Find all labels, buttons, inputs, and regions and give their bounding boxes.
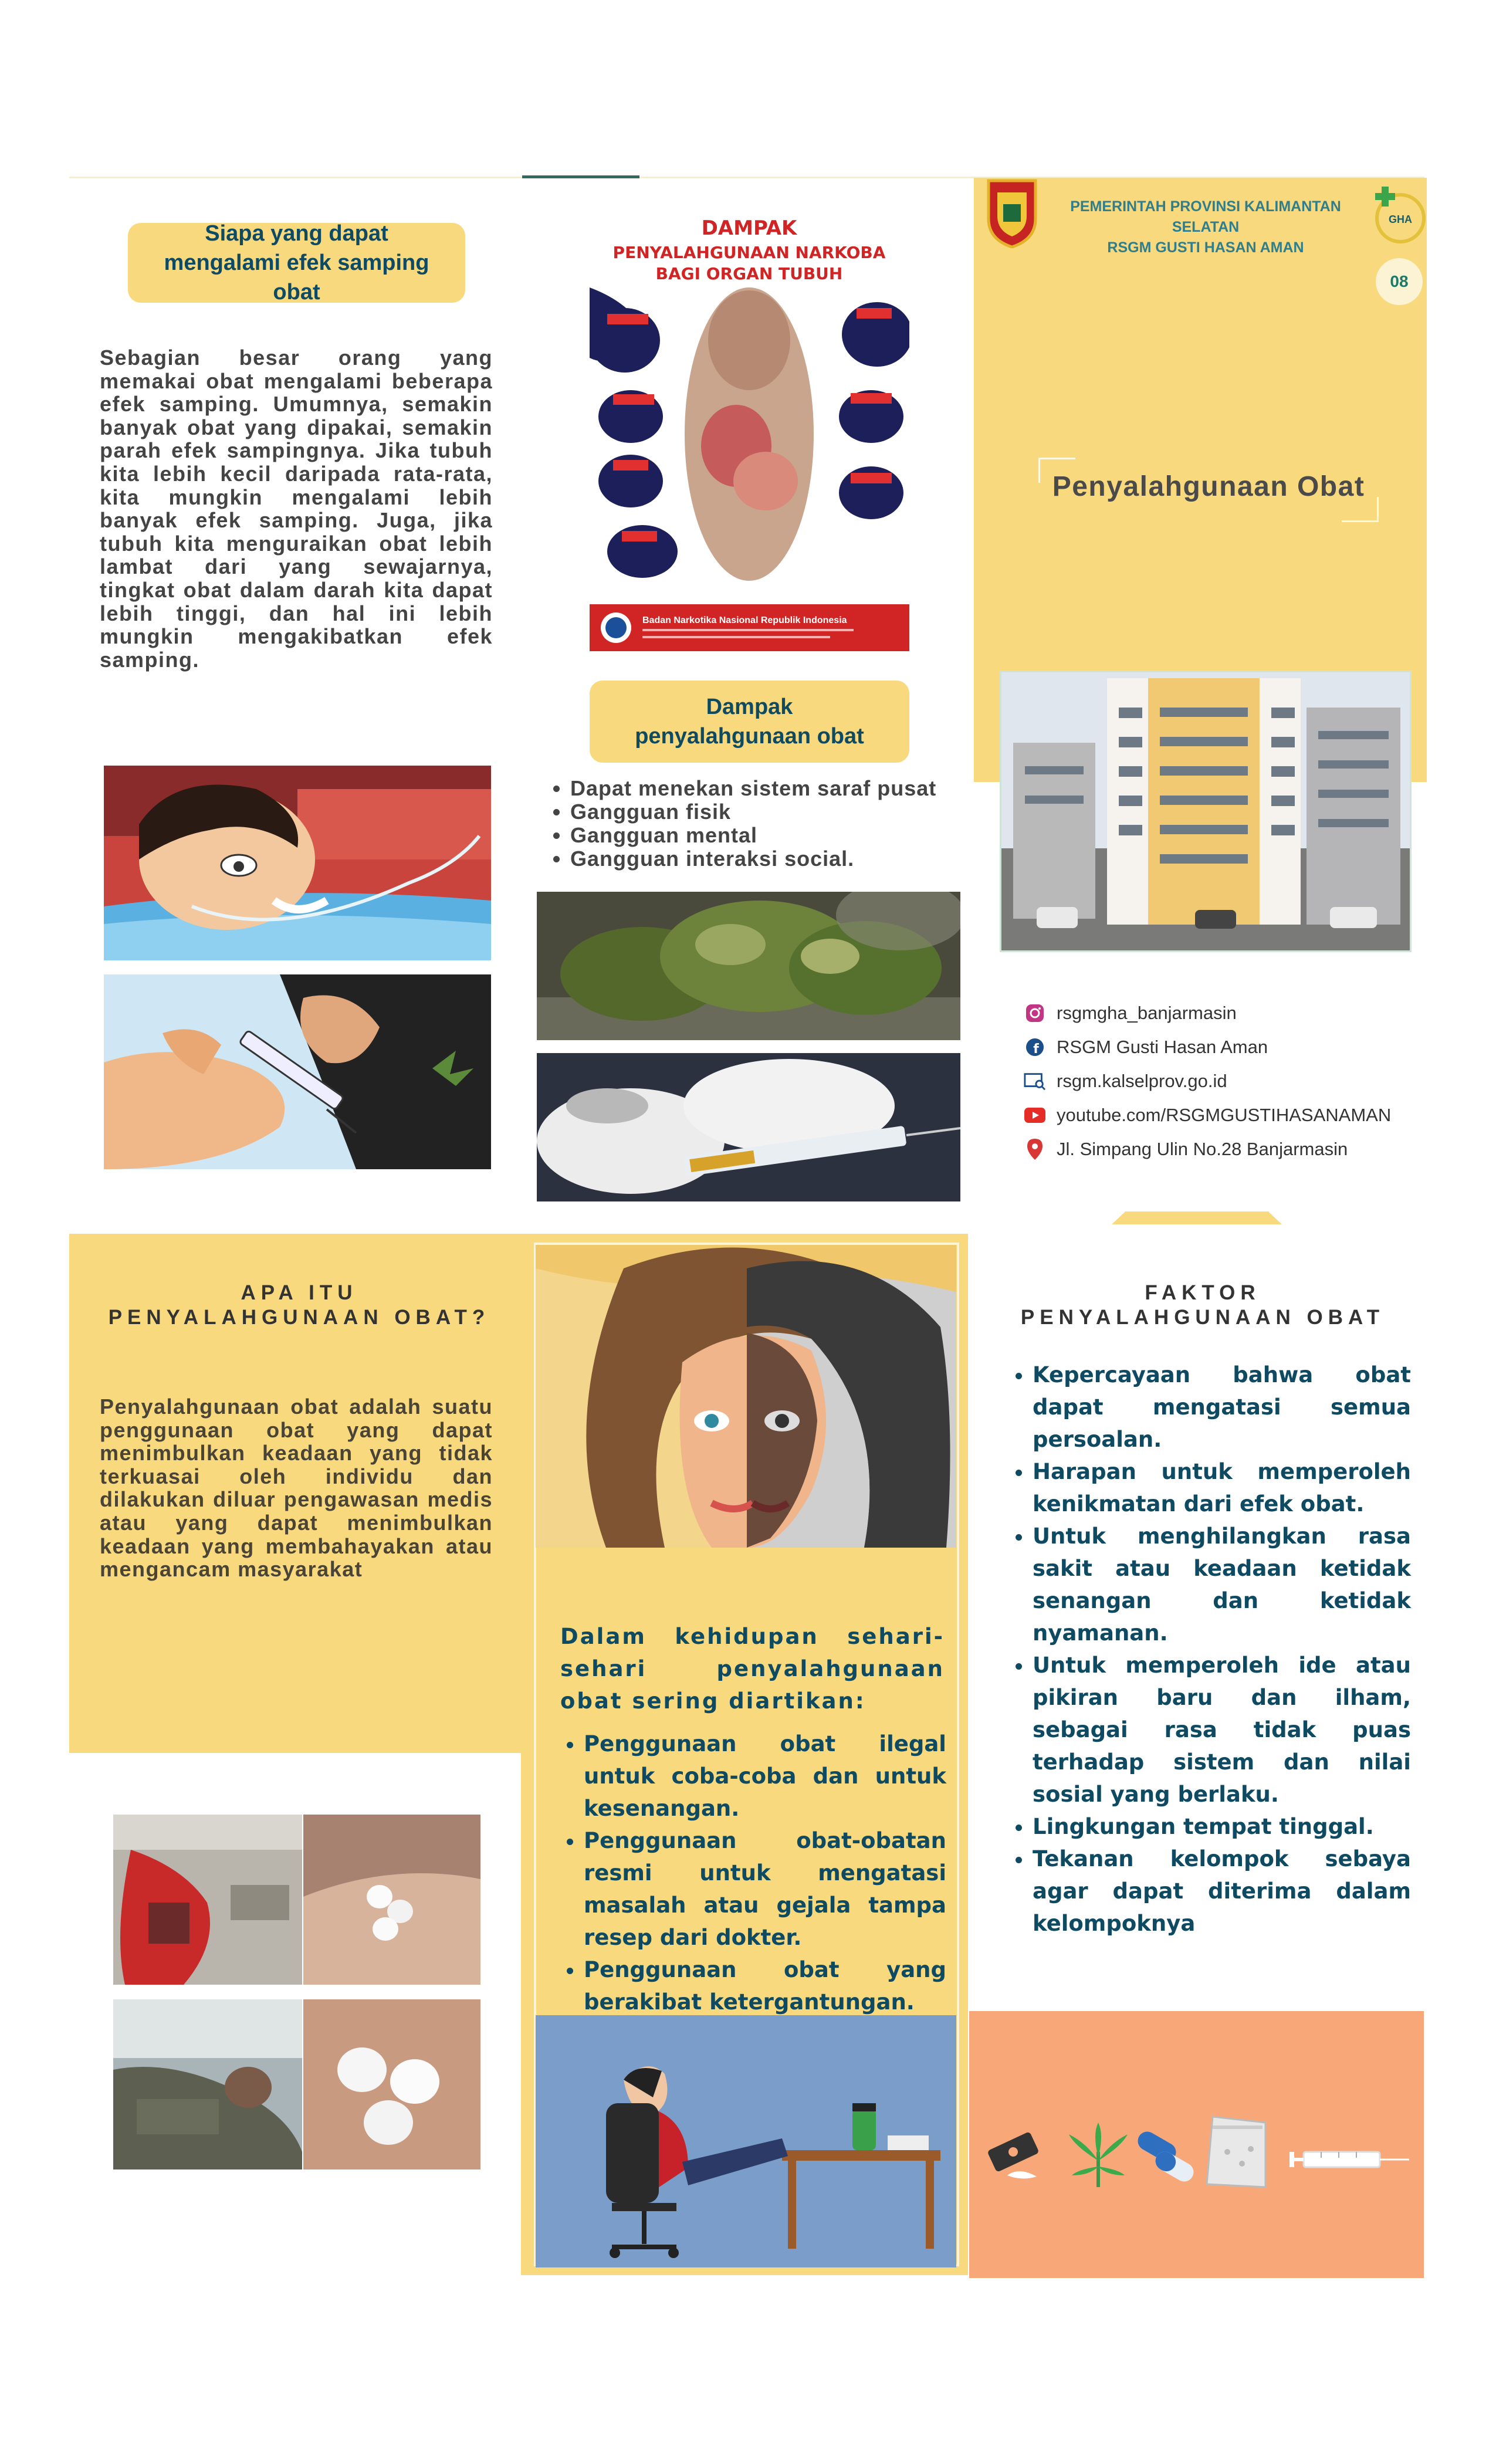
poster-footer: Badan Narkotika Nasional Republik Indonesia (642, 615, 847, 625)
who-side-effects-pill (128, 223, 465, 303)
powder-syringe-photo (537, 1053, 960, 1201)
org-line-2: RSGM GUSTI HASAN AMAN (1107, 239, 1304, 256)
contact-text: rsgmgha_banjarmasin (1057, 1003, 1237, 1023)
patient-illustration (104, 766, 491, 960)
factor-item: • Tekanan kelompok sebaya agar dapat diterima dalam kelompoknya (1033, 1843, 1411, 1940)
facebook-icon (1024, 1036, 1046, 1058)
contact-text: RSGM Gusti Hasan Aman (1057, 1037, 1268, 1057)
factors-list (1009, 1359, 1411, 1940)
province-emblem (986, 178, 1038, 248)
factor-item: • Untuk menghilangkan rasa sakit atau keadaan ketidak senangan dan ketidak nyamanan. (1033, 1520, 1411, 1649)
effect-item: • Gangguan fisik (570, 800, 962, 824)
web-icon (1024, 1070, 1046, 1092)
syringe-icon (1292, 2152, 1409, 2167)
effects-list (540, 777, 962, 871)
meaning-intro: Dalam kehidupan sehari-sehari penyalahgunaan obat sering diartikan: (560, 1624, 945, 1714)
contact-text: rsgm.kalselprov.go.id (1057, 1071, 1227, 1091)
instagram-icon (1024, 1002, 1046, 1024)
effect-item: • Dapat menekan sistem saraf pusat (570, 777, 962, 800)
contact-address[interactable] (1024, 1132, 1434, 1166)
injection-illustration (104, 974, 491, 1169)
contact-facebook[interactable] (1024, 1030, 1434, 1064)
side-effects-paragraph: Sebagian besar orang yang memakai obat mengalami beberapa efek samping. Umumnya, semakin banyak obat yang dipakai, semakin parah efek sampingnya. Jika tubuh kita lebih kecil daripada rata-rata, kita mungkin mengalami lebih banyak efek samping. Juga, jika tubuh kita menguraikan obat lebih lambat dari yang sewajarnya, tingkat obat dalam darah kita dapat lebih tinggi, dan hal ini lebih mungkin mengakibatkan efek samping. (100, 346, 493, 672)
svg-text:BAGI ORGAN TUBUH: BAGI ORGAN TUBUH (655, 264, 843, 283)
svg-text:f: f (1033, 1042, 1039, 1057)
org-name (1038, 197, 1373, 258)
top-rule-accent (522, 175, 639, 178)
factors-heading-line: PENYALAHGUNAAN OBAT (1020, 1306, 1385, 1329)
contact-website[interactable] (1024, 1064, 1434, 1098)
cover-title: Penyalahgunaan Obat (1052, 471, 1365, 502)
hospital-building-photo (1001, 672, 1410, 950)
decorative-tab (1112, 1211, 1282, 1224)
factor-item: • Untuk memperoleh ide atau pikiran baru dan ilham, sebagai rasa tidak puas terhadap sistem dan nilai sosial yang berlaku. (1033, 1649, 1411, 1810)
youtube-icon (1024, 1104, 1046, 1126)
cannabis-photo (537, 892, 960, 1040)
meaning-item: • Penggunaan obat ilegal untuk coba-coba dan untuk kesenangan. (584, 1728, 946, 1825)
page-number: 08 (1390, 272, 1409, 290)
effect-item: • Gangguan mental (570, 824, 962, 847)
pills-hand-photo (303, 1815, 480, 1985)
cover-title-frame (1038, 458, 1379, 522)
collapsed-person-photo (113, 1815, 302, 1985)
page-number-badge (1376, 258, 1423, 305)
effect-item: • Gangguan interaksi social. (570, 847, 962, 871)
contact-text: Jl. Simpang Ulin No.28 Banjarmasin (1057, 1139, 1348, 1159)
meaning-item: • Penggunaan obat yang berakibat ketergantungan. (584, 1954, 946, 2018)
hospital-logo-text: GHA (1389, 214, 1412, 225)
factors-heading (991, 1281, 1414, 1330)
drug-impact-pill (590, 681, 909, 763)
factor-item: • Lingkungan tempat tinggal. (1033, 1810, 1411, 1843)
split-face-illustration (536, 1245, 956, 1548)
hospital-logo (1370, 182, 1429, 246)
bnn-poster (590, 205, 909, 651)
drug-impact-label: Dampak penyalahgunaan obat (635, 695, 864, 749)
relaxing-person-illustration (536, 2015, 956, 2267)
svg-text:DAMPAK: DAMPAK (701, 216, 797, 240)
definition-heading-line: PENYALAHGUNAAN OBAT? (108, 1306, 490, 1329)
contact-list (1024, 996, 1434, 1166)
razor-blade-icon (987, 2131, 1039, 2179)
cannabis-leaf-icon (1069, 2123, 1128, 2187)
hospital-patient-photo (113, 1999, 302, 2169)
pills-closeup-photo (303, 1999, 480, 2169)
contact-youtube[interactable] (1024, 1098, 1434, 1132)
cover-photo-frame (1000, 671, 1412, 952)
capsule-pills-icon (1135, 2128, 1197, 2185)
meaning-item: • Penggunaan obat-obatan resmi untuk mengatasi masalah atau gejala tampa resep dari dokter. (584, 1825, 946, 1954)
meaning-list (560, 1728, 946, 2018)
factor-item: • Harapan untuk memperoleh kenikmatan dari efek obat. (1033, 1456, 1411, 1520)
powder-bag-icon (1207, 2117, 1265, 2187)
who-side-effects-label: Siapa yang dapat mengalami efek samping obat (164, 221, 429, 304)
svg-text:PENYALAHGUNAAN NARKOBA: PENYALAHGUNAAN NARKOBA (612, 243, 886, 262)
definition-paragraph: Penyalahgunaan obat adalah suatu penggunaan obat yang dapat menimbulkan keadaan yang tidak terkuasai oleh individu dan dilakukan diluar pengawasan medis atau yang dapat menimbulkan keadaan yang membahayakan atau mengancam masyarakat (100, 1395, 493, 1582)
drug-icons-banner (969, 2011, 1424, 2278)
contact-text: youtube.com/RSGMGUSTIHASANAMAN (1057, 1105, 1392, 1125)
factors-heading-line: FAKTOR (1145, 1281, 1261, 1304)
factor-item: • Kepercayaan bahwa obat dapat mengatasi semua persoalan. (1033, 1359, 1411, 1456)
org-line-1: PEMERINTAH PROVINSI KALIMANTAN SELATAN (1070, 198, 1341, 235)
definition-heading (82, 1281, 516, 1330)
definition-heading-line: APA ITU (241, 1281, 358, 1304)
location-pin-icon (1024, 1138, 1046, 1160)
contact-instagram[interactable] (1024, 996, 1434, 1030)
